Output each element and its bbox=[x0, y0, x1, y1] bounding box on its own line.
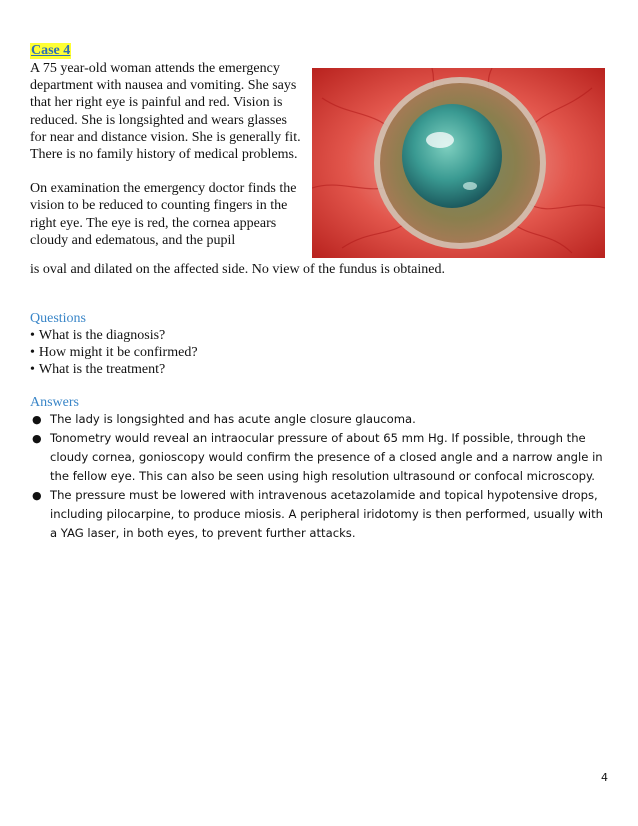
answer-text: The pressure must be lowered with intravenous acetazolamide and topical hypotensive drops, including pilocarpine, to produce miosis. A peripheral iridotomy is then performed, usually with a YAG laser, in both eyes, to prevent further attacks. bbox=[50, 488, 603, 540]
case-intro bbox=[30, 60, 305, 249]
bullet-icon: ● bbox=[32, 432, 42, 445]
answers-heading: Answers bbox=[30, 395, 79, 410]
answer-text: Tonometry would reveal an intraocular pressure of about 65 mm Hg. If possible, through the cloudy cornea, gonioscopy would confirm the presence of a closed angle and a narrow angle in the fellow eye. This can also be seen using high resolution ultrasound or confocal microscopy. bbox=[50, 431, 603, 483]
red-eye-photo bbox=[312, 68, 605, 258]
intro-paragraph-1: A 75 year-old woman attends the emergency department with nausea and vomiting. She says that her right eye is painful and red. Vision is reduced. She is longsighted and wears glasses for near and distance vision. She is generally fit. There is no family history of medical problems. bbox=[30, 61, 301, 163]
intro-continuation: is oval and dilated on the affected side. No view of the fundus is obtained. bbox=[30, 262, 445, 277]
answer-item bbox=[30, 410, 610, 429]
intro-paragraph-2: On examination the emergency doctor finds the vision to be reduced to counting fingers in the right eye. The eye is red, the cornea appears cloudy and edematous, and the pupil bbox=[30, 181, 297, 248]
questions-list bbox=[30, 327, 198, 379]
eye-photo-graphic bbox=[312, 68, 605, 258]
answers-list bbox=[30, 410, 610, 543]
bullet-icon: ● bbox=[32, 413, 42, 426]
question-item: • What is the diagnosis? bbox=[30, 327, 198, 344]
bullet-icon: ● bbox=[32, 489, 42, 502]
question-item: • How might it be confirmed? bbox=[30, 344, 198, 361]
page-number: 4 bbox=[601, 771, 608, 784]
answer-text: The lady is longsighted and has acute angle closure glaucoma. bbox=[50, 412, 416, 426]
question-item: • What is the treatment? bbox=[30, 361, 198, 378]
case-title: Case 4 bbox=[31, 43, 71, 58]
answer-item bbox=[30, 486, 610, 543]
questions-heading: Questions bbox=[30, 311, 86, 326]
answer-item bbox=[30, 429, 610, 486]
